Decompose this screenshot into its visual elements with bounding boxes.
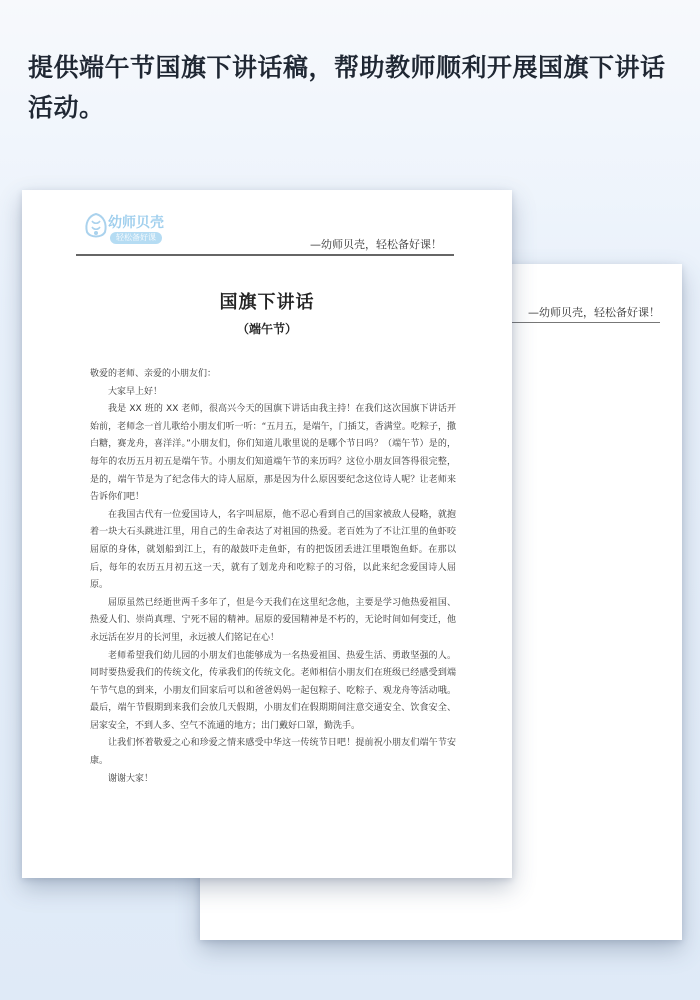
front-page-slogan: —幼师贝壳，轻松备好课！ [310,238,442,251]
shell-icon [84,212,108,240]
closing-line: 谢谢大家！ [108,773,154,784]
front-page-header-rule [76,254,454,256]
brand-logo [84,210,204,244]
back-page-slogan: —幼师贝壳，轻松备好课！ [528,306,660,319]
front-document-page [22,190,512,878]
document-title: 国旗下讲话 [219,292,315,313]
logo-tagline: 轻松备好课 [110,232,162,244]
speech-body [90,366,456,788]
logo-name: 幼师贝壳 [108,215,164,231]
speech-paragraph-1: 我是 XX 班的 XX 老师，很高兴今天的国旗下讲话由我主持！在我们这次国旗下讲话开始前，老师念一首儿歌给小朋友们听一听：“五月五，是端午，门插艾，香满堂。吃粽子，撒白糖，赛龙舟，喜洋洋。”小朋友们，你们知道儿歌里说的是哪个节日吗？（端午节）是的，每年的农历五月初五是端午节。小朋友们知道端午节的来历吗？这位小朋友回答得很完整，是的，端午节是为了纪念伟大的诗人屈原，那是因为什么原因要纪念这位诗人呢？让老师来告诉你们吧！ [90,404,456,503]
speech-paragraph-4: 老师希望我们幼儿园的小朋友们也能够成为一名热爱祖国、热爱生活、勇敢坚强的人。同时要热爱我们的传统文化，传承我们的传统文化。老师相信小朋友们在班级已经感受到端午节气息的到来，小朋友们回家后可以和爸爸妈妈一起包粽子、吃粽子、观龙舟等活动哦。最后，端午节假期到来我们会放几天假期，小朋友们在假期期间注意交通安全、饮食安全、居家安全，不到人多、空气不流通的地方；出门戴好口罩，勤洗手。 [90,650,456,731]
speech-paragraph-5: 让我们怀着敬爱之心和珍爱之情来感受中华这一传统节日吧！提前祝小朋友们端午节安康。 [90,738,456,767]
hello-line: 大家早上好！ [108,386,163,397]
page-headline: 提供端午节国旗下讲话稿，帮助教师顺利开展国旗下讲话活动。 [28,53,666,122]
document-subtitle: （端午节） [236,322,297,336]
greeting-line: 敬爱的老师、亲爱的小朋友们： [90,369,217,379]
speech-paragraph-2: 在我国古代有一位爱国诗人，名字叫屈原，他不忍心看到自己的国家被敌人侵略，就抱着一块大石头跳进江里，用自己的生命表达了对祖国的热爱。老百姓为了不让江里的鱼虾咬屈原的身体，就划船到江上，有的敲鼓吓走鱼虾，有的把饭团丢进江里喂饱鱼虾。在那以后，每年的农历五月初五这一天，就有了划龙舟和吃粽子的习俗，以此来纪念爱国诗人屈原。 [90,509,456,591]
speech-paragraph-3: 屈原虽然已经逝世两千多年了，但是今天我们在这里纪念他，主要是学习他热爱祖国、热爱人们、崇尚真理、宁死不屈的精神。屈原的爱国精神是不朽的，无论时间如何变迁，他永远活在岁月的长河里，永远被人们铭记在心！ [90,597,456,643]
